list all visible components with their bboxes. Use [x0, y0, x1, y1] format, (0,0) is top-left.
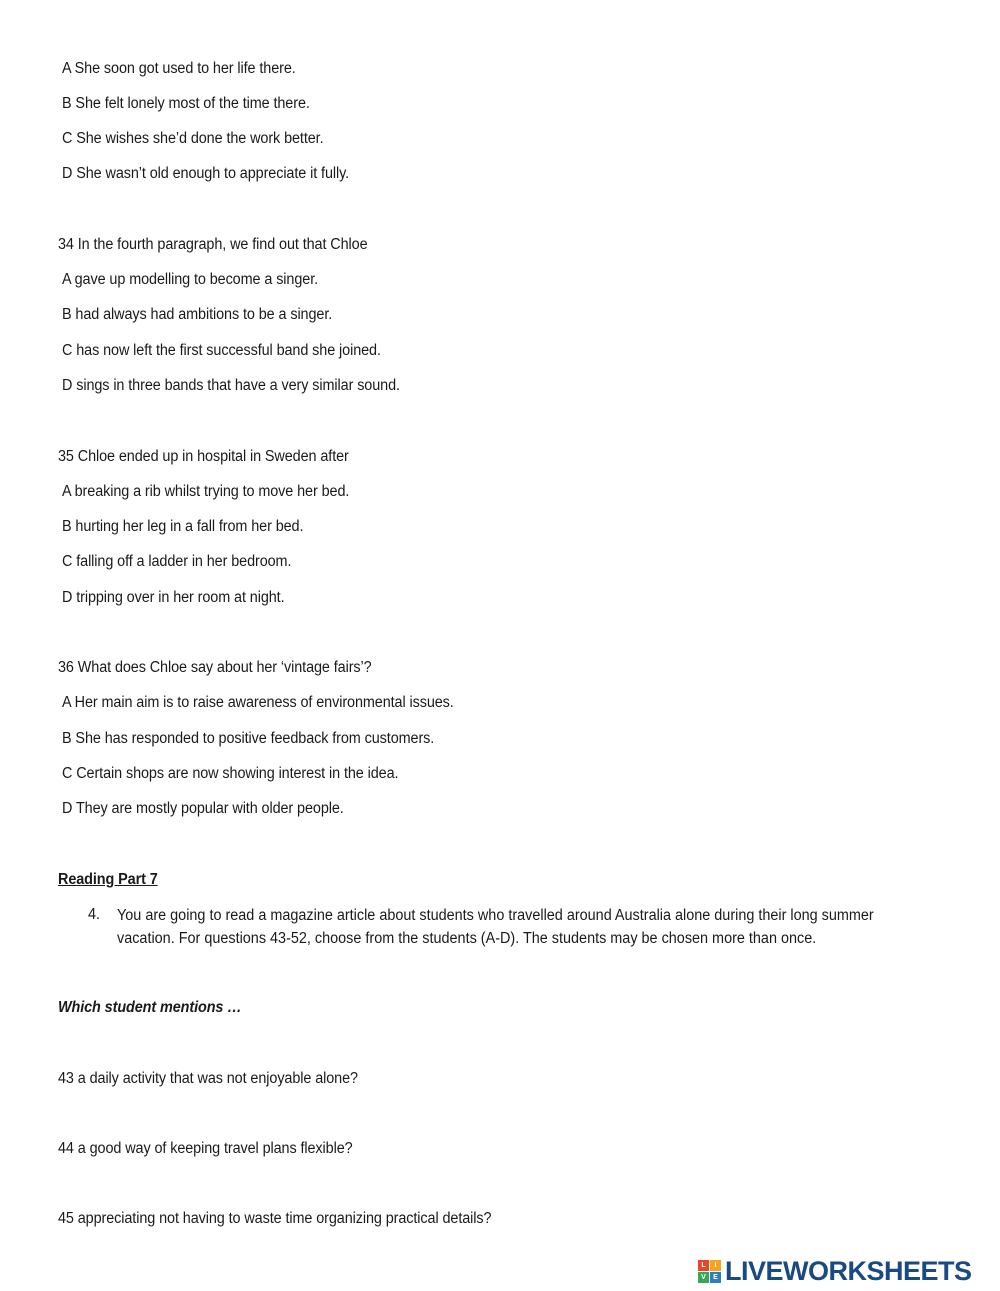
instruction-text: You are going to read a magazine article about students who travelled around Australia alone during their long summer vacation. For questions 43-52, choose from the students (A-D). The students may be chosen more than once.: [117, 907, 874, 947]
q34-option-d: D sings in three bands that have a very similar sound.: [62, 377, 400, 394]
q34-option-c: C has now left the first successful band she joined.: [62, 342, 381, 359]
instruction-number: 4.: [88, 906, 101, 923]
q36-option-b: B She has responded to positive feedback from customers.: [62, 730, 435, 747]
liveworksheets-logo: [698, 1256, 972, 1286]
q34-option-a: A gave up modelling to become a singer.: [62, 271, 319, 288]
q33-option-d: D She wasn’t old enough to appreciate it fully.: [62, 165, 350, 182]
q34-question: 34 In the fourth paragraph, we find out that Chloe: [58, 236, 368, 253]
q43-question: 43 a daily activity that was not enjoyable alone?: [58, 1070, 358, 1087]
logo-wordmark: LIVEWORKSHEETS: [725, 1255, 972, 1286]
logo-mark-l: L: [698, 1260, 709, 1271]
q36-option-a: A Her main aim is to raise awareness of environmental issues.: [62, 694, 454, 711]
q35-option-b: B hurting her leg in a fall from her bed.: [62, 518, 304, 535]
q35-option-a: A breaking a rib whilst trying to move her bed.: [62, 483, 350, 500]
logo-mark-icon: [698, 1260, 721, 1283]
q35-option-c: C falling off a ladder in her bedroom.: [62, 553, 292, 570]
q36-option-c: C Certain shops are now showing interest in the idea.: [62, 765, 399, 782]
logo-mark-v: V: [698, 1272, 709, 1283]
logo-mark-i: I: [710, 1260, 721, 1271]
q34-option-b: B had always had ambitions to be a singer.: [62, 306, 333, 323]
q33-option-a: A She soon got used to her life there.: [62, 60, 296, 77]
q35-question: 35 Chloe ended up in hospital in Sweden after: [58, 448, 349, 465]
q36-option-d: D They are mostly popular with older people.: [62, 800, 344, 817]
q33-option-c: C She wishes she’d done the work better.: [62, 130, 324, 147]
q44-question: 44 a good way of keeping travel plans flexible?: [58, 1140, 353, 1157]
q45-question: 45 appreciating not having to waste time organizing practical details?: [58, 1210, 492, 1227]
q36-question: 36 What does Chloe say about her ‘vintage fairs’?: [58, 659, 372, 676]
q35-option-d: D tripping over in her room at night.: [62, 589, 285, 606]
section-heading: Reading Part 7: [58, 871, 158, 888]
question-prompt: Which student mentions …: [58, 999, 242, 1016]
q33-option-b: B She felt lonely most of the time there.: [62, 95, 310, 112]
logo-mark-e: E: [710, 1272, 721, 1283]
